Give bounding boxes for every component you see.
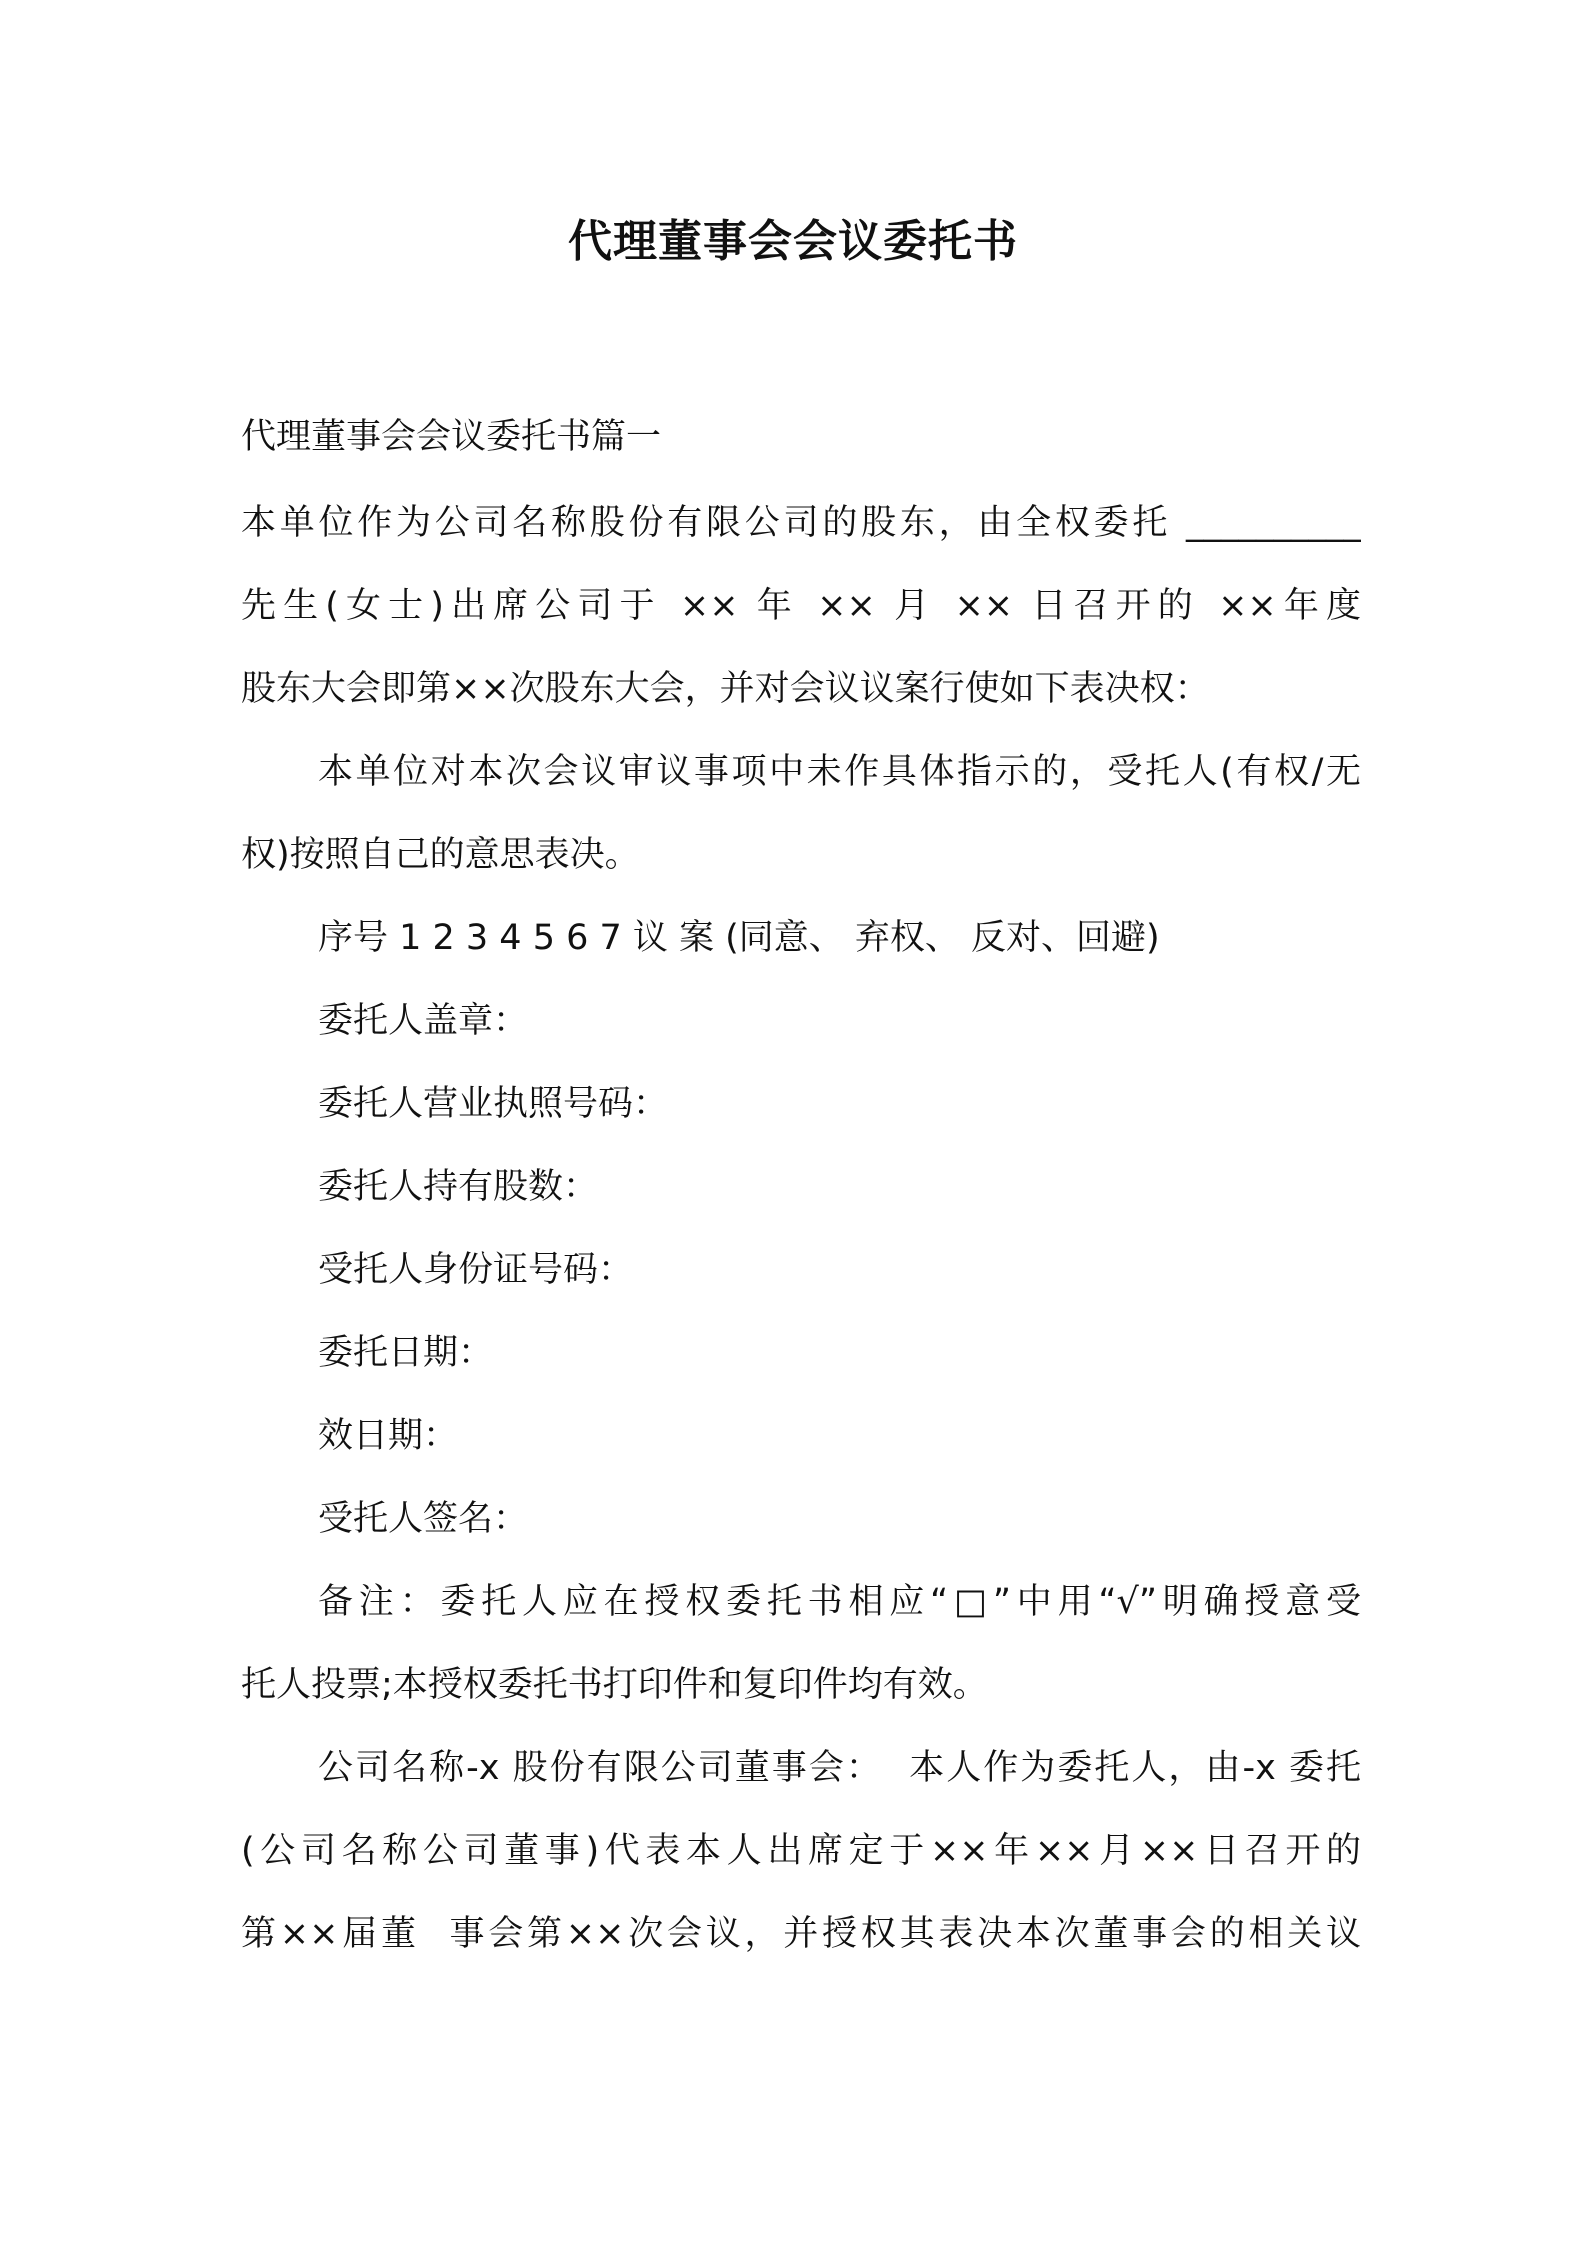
field-label: 委托人持有股数： xyxy=(318,1167,599,1207)
document-title: 代理董事会会议委托书 xyxy=(568,216,1018,267)
paragraph-line: 本单位作为公司名称股份有限公司的股东，由全权委托 __________ xyxy=(241,503,1361,543)
paragraph-line: 本单位对本次会议审议事项中未作具体指示的，受托人(有权/无 xyxy=(318,752,1361,792)
field-label: 受托人签名： xyxy=(318,1499,529,1539)
paragraph-line: (公司名称公司董事)代表本人出席定于××年××月××日召开的 xyxy=(241,1831,1361,1871)
field-label: 委托人营业执照号码： xyxy=(318,1084,669,1124)
field-label: 委托人盖章： xyxy=(318,1001,529,1041)
paragraph-line: 先生(女士)出席公司于 ×× 年 ×× 月 ×× 日召开的 ××年度 xyxy=(241,586,1361,626)
section-heading: 代理董事会会议委托书篇一 xyxy=(241,417,662,457)
paragraph-line: 第××届董 事会第××次会议，并授权其表决本次董事会的相关议 xyxy=(241,1914,1361,1954)
paragraph-line: 公司名称-x 股份有限公司董事会： 本人作为委托人，由-x 委托 xyxy=(318,1748,1361,1788)
field-label: 委托日期： xyxy=(318,1333,494,1373)
note-line: 托人投票;本授权委托书打印件和复印件均有效。 xyxy=(241,1665,988,1705)
paragraph-line: 权)按照自己的意思表决。 xyxy=(241,835,640,875)
note-line: 备注：委托人应在授权委托书相应“□”中用“√”明确授意受 xyxy=(318,1582,1361,1622)
field-label: 受托人身份证号码： xyxy=(318,1250,634,1290)
vote-table-header: 序号 1 2 3 4 5 6 7 议 案 (同意、 弃权、 反对、回避) xyxy=(318,918,1160,958)
field-label: 效日期： xyxy=(318,1416,459,1456)
paragraph-line: 股东大会即第××次股东大会，并对会议议案行使如下表决权： xyxy=(241,669,1210,709)
